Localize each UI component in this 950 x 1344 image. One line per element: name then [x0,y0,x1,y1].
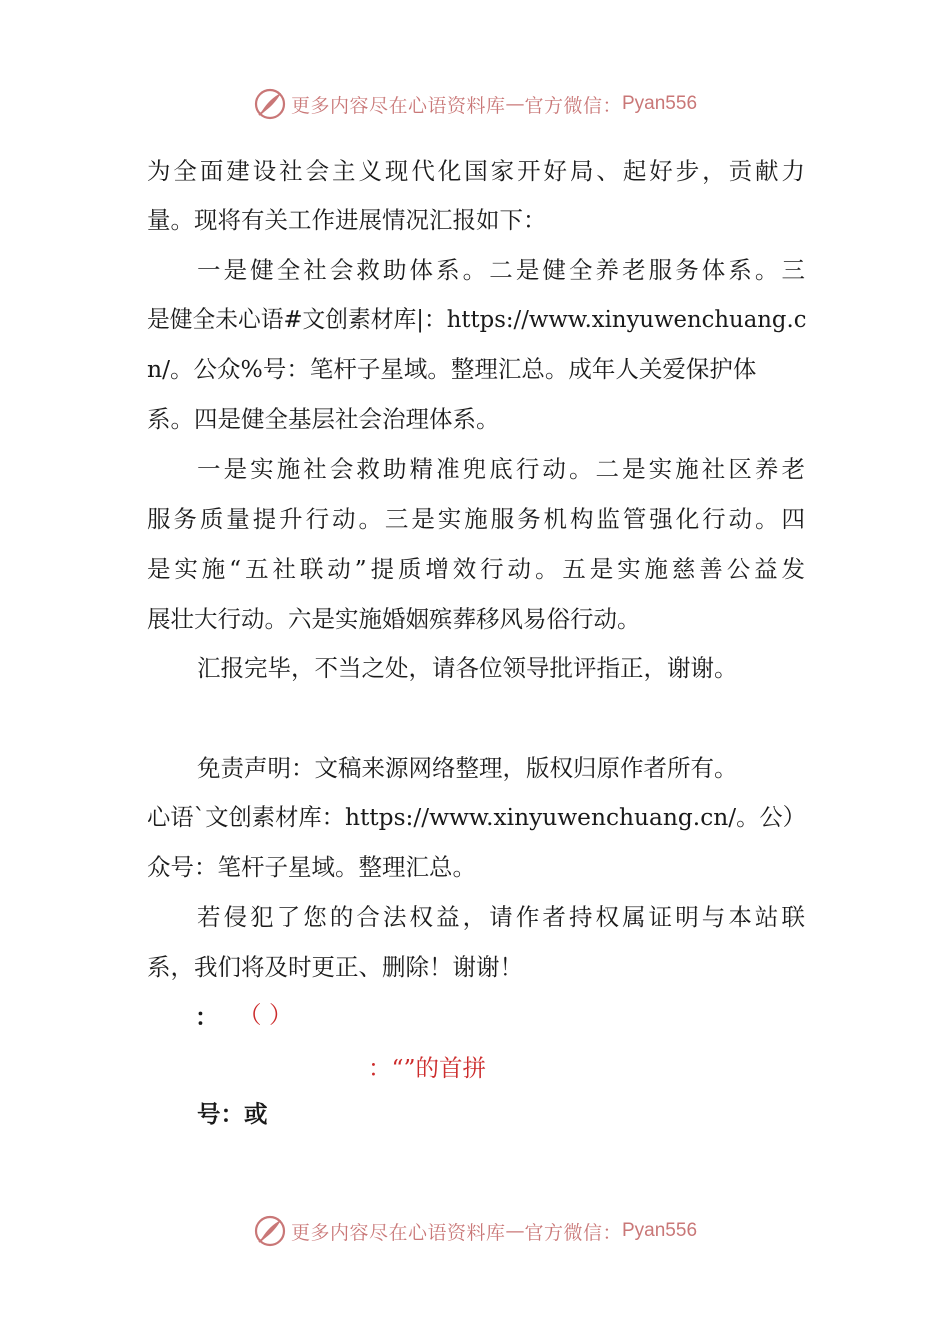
banner-separator: — [505,1220,525,1242]
body-line-10: 展壮大行动。六是实施婚姻殡葬移风易俗行动。 [147,605,641,633]
banner-wechat-label: 官方微信： [524,1221,622,1244]
quill-logo-icon [253,1214,287,1248]
disclaimer-line-1: 免责声明：文稿来源网络整理，版权归原作者所有。 [197,754,738,782]
body-line-9: 是实施“五社联动”提质增效行动。五是实施慈善公益发 [147,555,805,583]
body-line-5: n/。公众%号：笔杆子星域。整理汇总。成年人关爱保护体 [147,355,757,383]
banner-wechat-label: 官方微信： [524,94,622,117]
body-line-7: 一是实施社会救助精准兜底行动。二是实施社区养老 [197,455,805,483]
banner-wechat-handle: Pyan556 [622,1220,698,1241]
footer-colon: ： [195,1003,219,1031]
footer-pinyin-note: ：“”的首拼 [368,1054,487,1082]
banner-text: 更多内容尽在心语资料库 [290,1221,506,1244]
body-line-8: 服务质量提升行动。三是实施服务机构监管强化行动。四 [147,505,805,533]
banner-separator: — [505,93,525,115]
footer-watermark-banner [0,1209,950,1253]
body-line-3: 一是健全社会救助体系。二是健全养老服务体系。三 [197,256,805,284]
body-line-2: 量。现将有关工作进展情况汇报如下： [147,206,547,234]
body-line-1: 为全面建设社会主义现代化国家开好局、起好步，贡献力 [147,157,805,185]
disclaimer-line-3: 众号：笔杆子星域。整理汇总。 [147,853,476,881]
footer-paren: （ ） [238,1001,293,1029]
disclaimer-line-5: 系，我们将及时更正、删除！谢谢！ [147,953,523,981]
header-watermark-banner [0,82,950,126]
quill-logo-icon [253,87,287,121]
body-line-6: 系。四是健全基层社会治理体系。 [147,405,500,433]
body-line-4: 是健全未心语#文创素材库|：https://www.xinyuwenchuang.c [147,305,807,333]
banner-text: 更多内容尽在心语资料库 [290,94,506,117]
disclaimer-line-2: 心语`文创素材库：https://www.xinyuwenchuang.cn/。公） [147,803,806,831]
disclaimer-line-4: 若侵犯了您的合法权益，请作者持权属证明与本站联 [197,903,805,931]
banner-wechat-handle: Pyan556 [622,93,698,114]
footer-number-label: 号：或 [197,1100,268,1128]
body-line-11: 汇报完毕，不当之处，请各位领导批评指正，谢谢。 [197,654,738,682]
